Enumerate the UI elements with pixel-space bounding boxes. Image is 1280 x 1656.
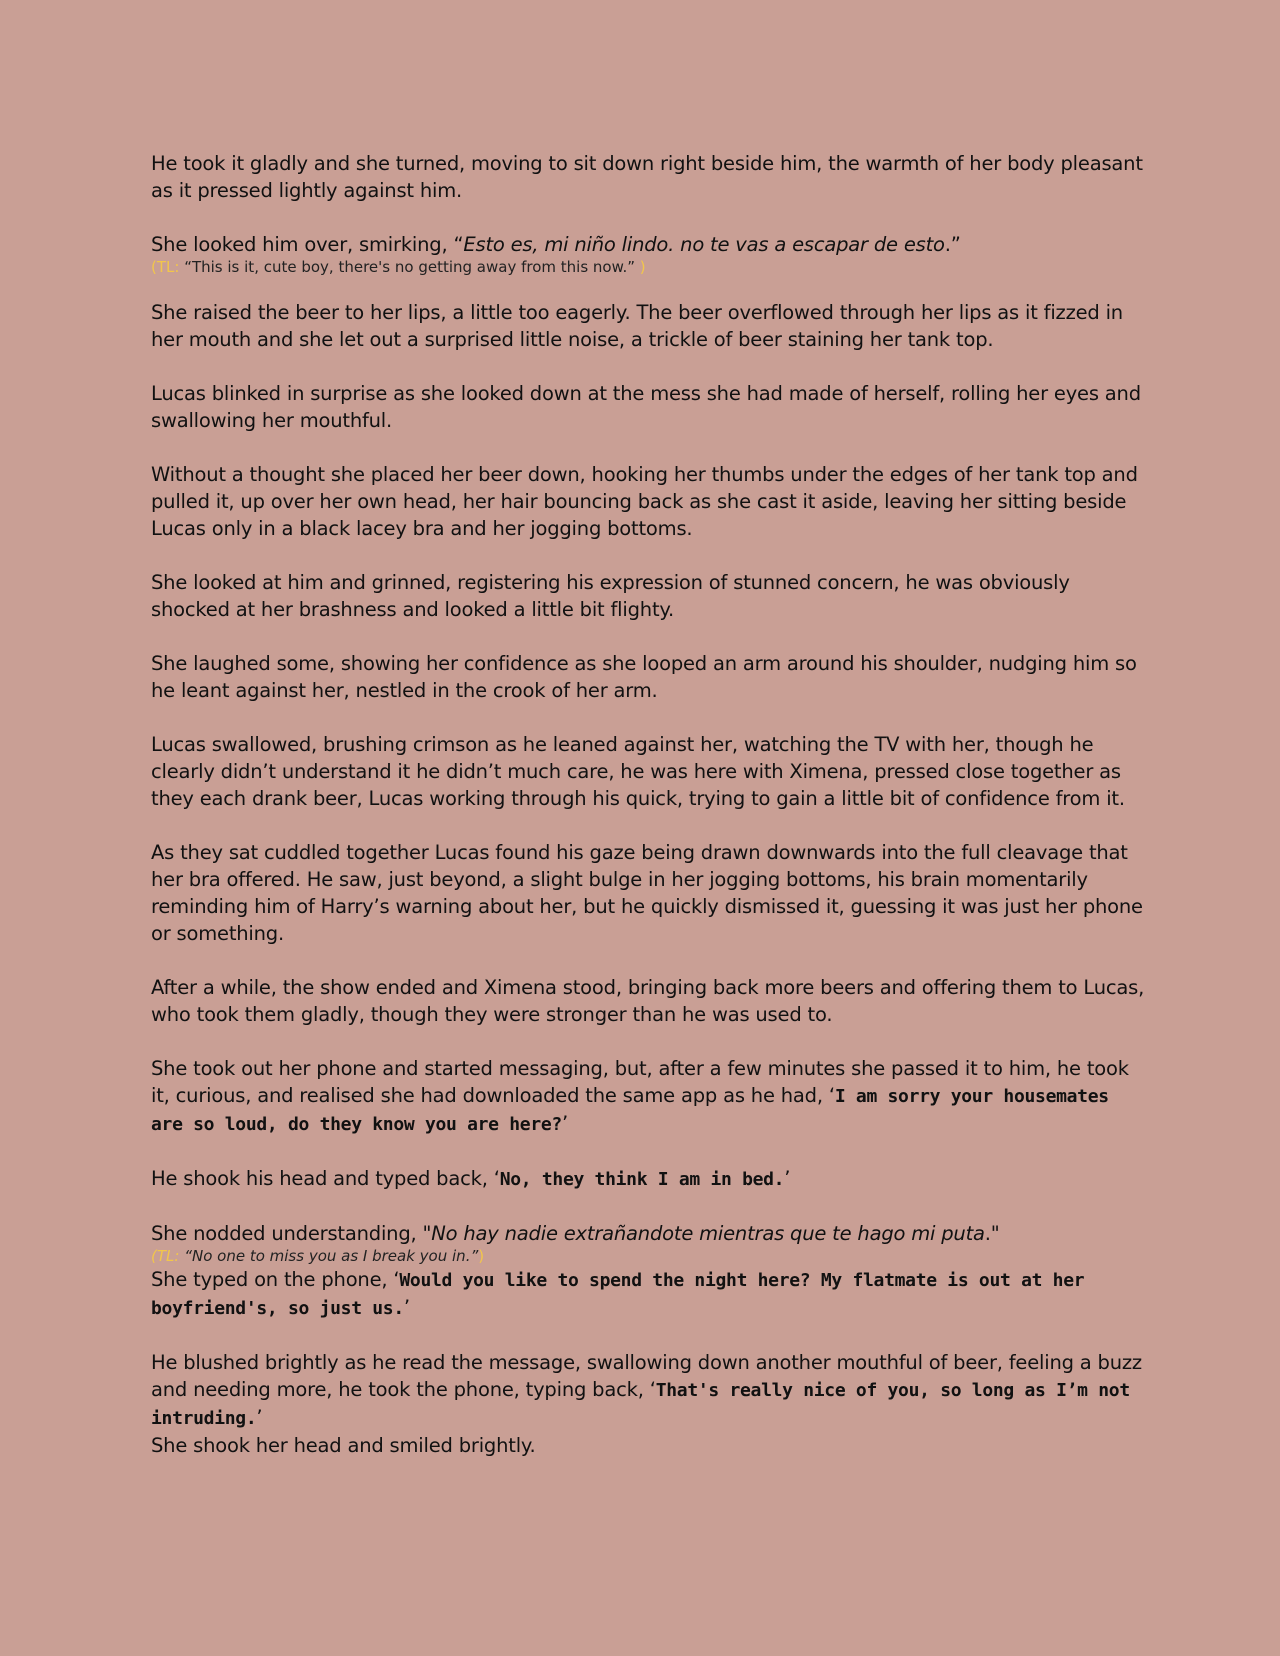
translation-note-2-text: “No one to miss you as I break you in.” [184,1247,479,1265]
text-message-3: Would you like to spend the night here? My flatmate is out at her boyfriend's, so just us. [151,1270,1085,1319]
paragraph-4: Lucas blinked in surprise as she looked down at the mess she had made of herself, rolling her eyes and swallowing her mouthful. [151,382,1141,432]
paragraph-12 [151,1165,1150,1193]
text-message-4: That's really nice of you, so long as I’m not intruding. [151,1380,1130,1429]
text-message-1: I am sorry your housemates are so loud, do they know you are here? [151,1086,1109,1135]
paragraph-10: After a while, the show ended and Ximena stood, bringing back more beers and offering them to Lucas, who took them gladly, though they were stronger than he was used to. [151,976,1145,1026]
paragraph-12-lead: He shook his head and typed back, ‘ [151,1167,500,1190]
paragraph-12-tail: ’ [784,1167,791,1190]
paragraph-11 [151,1055,1150,1138]
spanish-quote-2: No hay nadie extrañandote mientras que te hago mi puta [431,1222,985,1245]
paragraph-14-tail: ’ [403,1296,410,1319]
paragraph-2-tail: .” [944,233,961,256]
paragraph-2 [151,231,1150,258]
translation-note-2-open: (TL: [151,1247,185,1265]
paragraph-6: She looked at him and grinned, registering his expression of stunned concern, he was obviously shocked at her brashness and looked a little bit flighty. [151,571,1070,621]
paragraph-3: She raised the beer to her lips, a little too eagerly. The beer overflowed through her lips as it fizzed in her mouth and she let out a surprised little noise, a trickle of beer staining her tank top. [151,301,1123,351]
text-message-2: No, they think I am in bed. [499,1169,785,1190]
paragraph-7: She laughed some, showing her confidence as she looped an arm around his shoulder, nudging him so he leant against her, nestled in the crook of her arm. [151,652,1137,702]
translation-note-1 [151,257,1150,277]
paragraph-13-tail: ." [984,1222,1000,1245]
paragraph-14-lead: She typed on the phone, ‘ [151,1268,400,1291]
spanish-quote-1: Esto es, mi niño lindo. no te vas a escapar de esto [463,233,945,256]
paragraph-14 [151,1266,1150,1322]
paragraph-16: She shook her head and smiled brightly. [151,1434,536,1457]
paragraph-1: He took it gladly and she turned, moving to sit down right beside him, the warmth of her body pleasant as it pressed lightly against him. [151,152,1143,202]
paragraph-8: Lucas swallowed, brushing crimson as he leaned against her, watching the TV with her, though he clearly didn’t understand it he didn’t much care, he was here with Ximena, pressed close together as they each drank beer, Lucas working through his quick, trying to gain a little bit of confidence from it. [151,733,1125,810]
paragraph-5: Without a thought she placed her beer down, hooking her thumbs under the edges of her tank top and pulled it, up over her own head, her hair bouncing back as she cast it aside, leaving her sitting beside Lucas only in a black lacey bra and her jogging bottoms. [151,463,1138,540]
paragraph-15-tail: ’ [256,1406,263,1429]
paragraph-9: As they sat cuddled together Lucas found his gaze being drawn downwards into the full cleavage that her bra offered. He saw, just beyond, a slight bulge in her jogging bottoms, his brain momentarily reminding him of Harry’s warning about her, but he quickly dismissed it, guessing it was just her phone or something. [151,841,1143,945]
translation-note-1-close: ) [639,258,646,276]
translation-note-2-close: ) [478,1247,485,1265]
paragraph-13-lead: She nodded understanding, " [151,1222,432,1245]
paragraph-13 [151,1220,1150,1247]
paragraph-11-tail: ’ [561,1112,568,1135]
paragraph-15-lead: He blushed brightly as he read the message, swallowing down another mouthful of beer, feeling a buzz and needing more, he took the phone, typing back, ‘ [151,1351,1142,1401]
paragraph-11-lead: She took out her phone and started messaging, but, after a few minutes she passed it to him, he took it, curious, and realised she had downloaded the same app as he had, ‘ [151,1057,1129,1107]
translation-note-1-text: “This is it, cute boy, there's no getting away from this now.” [184,258,640,276]
translation-note-1-open: (TL: [151,258,185,276]
paragraph-15 [151,1349,1150,1432]
paragraph-2-lead: She looked him over, smirking, “ [151,233,464,256]
translation-note-2 [151,1246,1150,1266]
